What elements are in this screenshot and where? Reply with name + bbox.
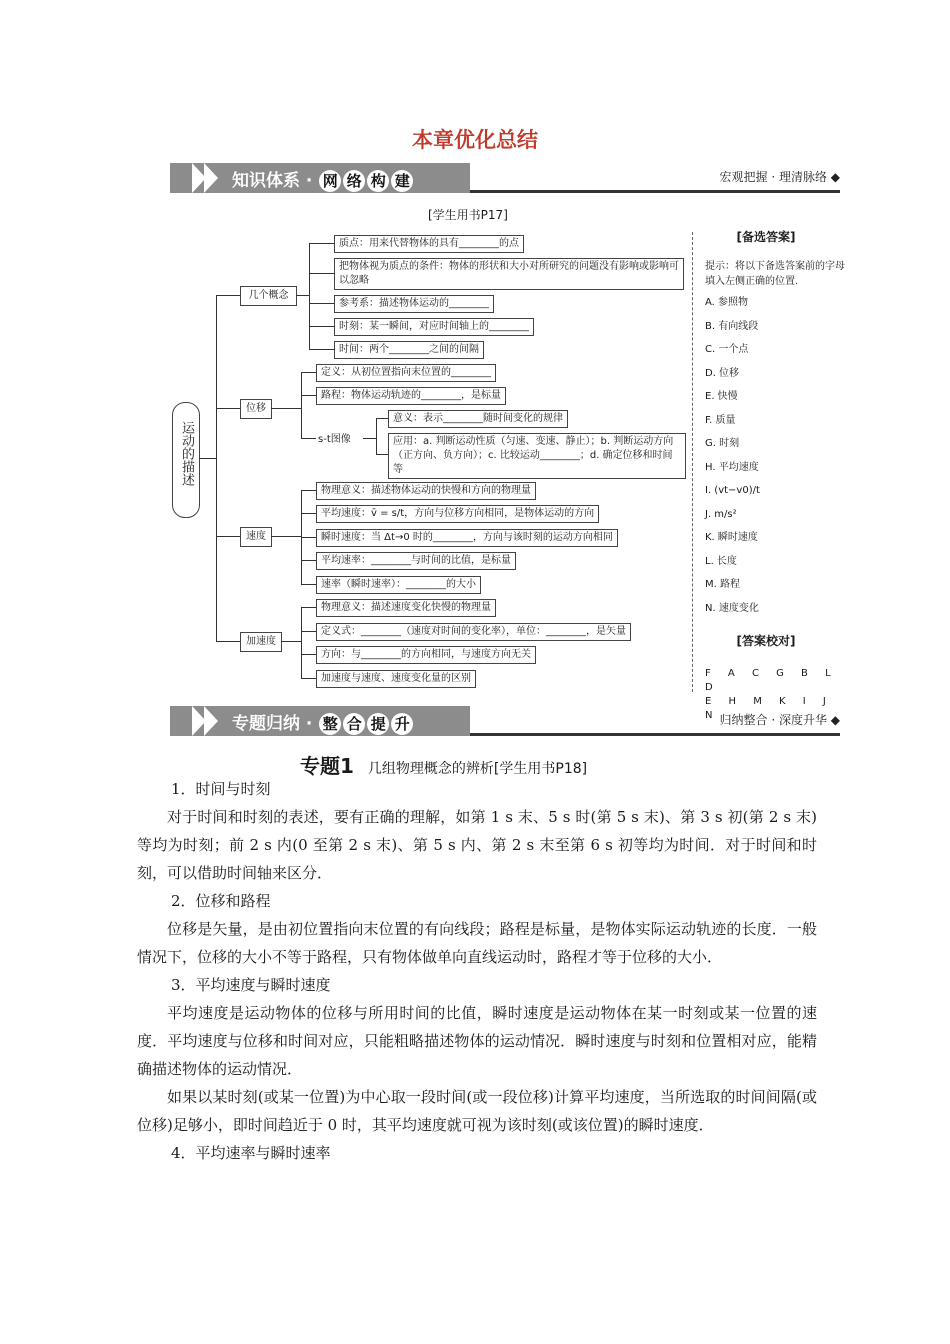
st-graph-meaning: 意义：表示________随时间变化的规律 [388, 410, 568, 428]
answers-heading: [备选答案] [736, 230, 796, 244]
node-displacement: 位移 [240, 399, 272, 419]
velocity-meaning: 物理意义：描述物体运动的快慢和方向的物理量 [316, 482, 536, 500]
displacement-definition: 定义：从初位置指向末位置的________ [316, 364, 496, 382]
paragraph: 位移是矢量，是由初位置指向末位置的有向线段；路程是标量，是物体实际运动轨迹的长度．一般情况下，位移的大小不等于路程，只有物体做单向直线运动时，路程才等于位移的大小． [137, 920, 817, 966]
band-label: 知识体系 [232, 171, 300, 191]
paragraph: 如果以某时刻(或某一位置)为中心取一段时间(或一段位移)计算平均速度，当所选取的时间间隔(或位移)足够小，即时间趋近于 0 时，其平均速度就可视为该时刻(或该位置)的瞬时速度． [137, 1088, 817, 1134]
section-heading: 1．时间与时刻 [171, 780, 271, 798]
velocity-average: 平均速度：v̄ = s/t，方向与位移方向相同，是物体运动的方向 [316, 505, 599, 523]
topic-heading: 专题1 几组物理概念的辨析[学生用书P18] [300, 754, 588, 778]
band-subtitle: 归纳整合 · 深度升华 [719, 713, 827, 727]
section-heading: 4．平均速率与瞬时速率 [171, 1144, 331, 1162]
band-subtitle: 宏观把握 · 理清脉络 [719, 170, 827, 184]
acceleration-definition: 定义式：________（速度对时间的变化率），单位：________，是矢量 [316, 623, 631, 641]
paragraph: 平均速度是运动物体的位移与所用时间的比值，瞬时速度是运动物体在某一时刻或某一位置的速度．平均速度与位移和时间对应，只能粗略描述物体的运动情况．瞬时速度与时刻和位置相对应，能精确描述物体的运动情况． [137, 1004, 817, 1078]
body-text [137, 775, 817, 1167]
answers-tip: 提示：将以下备选答案前的字母填入左侧正确的位置. [705, 261, 845, 287]
section-heading: 3．平均速度与瞬时速度 [171, 976, 331, 994]
answer-panel: [备选答案] 提示：将以下备选答案前的字母填入左侧正确的位置. A. 参照物 B. 有向线段 C. 一个点 D. 位移 E. 快慢 F. 质量 G. 时刻 H. 平均速度 I. (vt−v0)/t J. m/s² K. 瞬时速度 L. 长度 M. 路程 N. 速度变化 [答案校对] F A C G B L D E H M K I J N [705, 228, 845, 723]
paragraph: 对于时间和时刻的表述，要有正确的理解，如第 1 s 末、5 s 时(第 5 s 末)、第 3 s 初(第 2 s 末)等均为时刻；前 2 s 内(0 至第 2 s 末)、第 5 s 内、第 2 s 末至第 6 s 初等均为时间．对于时间和时刻，可以借助时间轴来区分． [137, 808, 817, 882]
velocity-speed: 速率（瞬时速率）：________的大小 [316, 576, 481, 594]
node-st-graph: s-t图像 [318, 434, 351, 445]
displacement-path: 路程：物体运动轨迹的________，是标量 [316, 387, 506, 405]
st-graph-application: 应用：a. 判断运动性质（匀速、变速、静止）；b. 判断运动方向（正方向、负方向）；c. 比较运动________；d. 确定位移和时间等 [388, 433, 686, 479]
acceleration-meaning: 物理意义：描述速度变化快慢的物理量 [316, 599, 496, 617]
band-label: 专题归纳 [232, 714, 300, 734]
velocity-average-speed: 平均速率：________与时间的比值，是标量 [316, 552, 516, 570]
concept-reference-frame: 参考系：描述物体运动的________ [334, 295, 494, 313]
section-heading: 2．位移和路程 [171, 892, 271, 910]
node-concepts: 几个概念 [240, 286, 297, 306]
map-reference: [学生用书P17] [428, 208, 508, 222]
map-root: 运动的描述 [172, 402, 200, 518]
node-velocity: 速度 [240, 527, 272, 547]
concept-particle: 质点：用来代替物体的具有________的点 [334, 235, 524, 253]
acceleration-difference: 加速度与速度、速度变化量的区别 [316, 670, 476, 688]
section-band-knowledge: 知识体系 · 网 络 构 建 宏观把握 · 理清脉络 ◆ [170, 163, 840, 193]
velocity-instant: 瞬时速度：当 Δt→0 时的________，方向与该时刻的运动方向相同 [316, 529, 618, 547]
concept-time-interval: 时间：两个________之间的间隔 [334, 341, 484, 359]
page-title: 本章优化总结 [412, 128, 538, 152]
answer-check-row-2: E H M K I J N [705, 696, 833, 721]
concept-moment: 时刻：某一瞬间，对应时间轴上的________ [334, 318, 534, 336]
answer-check-row-1: F A C G B L D [705, 668, 838, 693]
acceleration-direction: 方向：与________的方向相同，与速度方向无关 [316, 646, 536, 664]
node-acceleration: 加速度 [240, 632, 282, 652]
section-band-topics: 专题归纳 · 整 合 提 升 归纳整合 · 深度升华 ◆ [170, 706, 840, 736]
concept-particle-condition: 把物体视为质点的条件：物体的形状和大小对所研究的问题没有影响或影响可以忽略 [334, 258, 684, 290]
answer-check-heading: [答案校对] [736, 634, 796, 648]
